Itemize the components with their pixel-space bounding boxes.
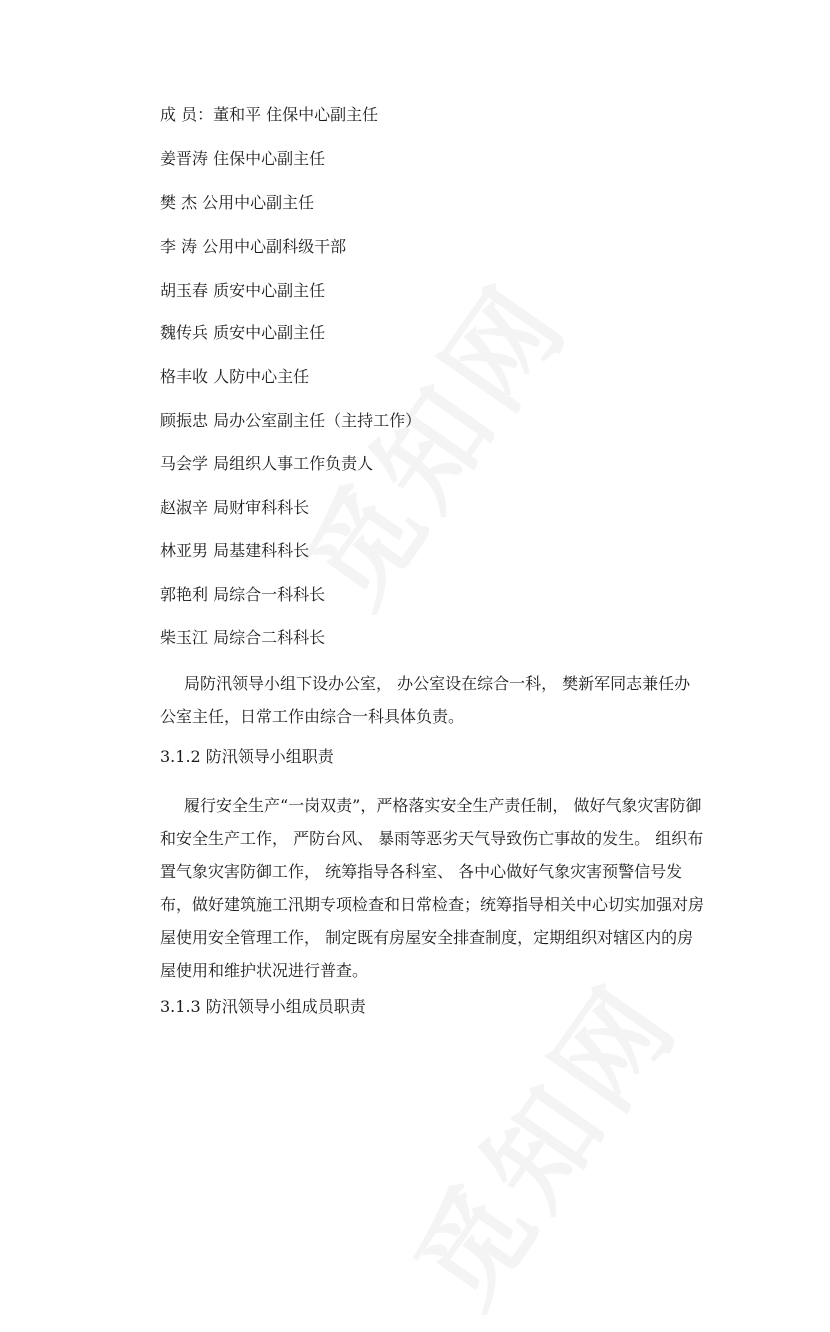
duties-paragraph: 履行安全生产“一岗双责”，严格落实安全生产责任制， 做好气象灾害防御和安全生产工作， 严防台风、 暴雨等恶劣天气导致伤亡事故的发生。 组织布置气象灾害防御工作， 统筹指导各科室、 各中心做好气象灾害预警信号发布，做好建筑施工汛期专项检查和日常检查；统筹指导相关中心切实加强对房屋使用安全管理工作， 制定既有房屋安全排查制度，定期组织对辖区内的房屋使用和维护状况进行普查。	[160, 796, 705, 980]
member-line: 顾振忠 局办公室副主任（主持工作）	[160, 411, 422, 430]
member-line: 胡玉春 质安中心副主任	[160, 281, 326, 300]
member-line: 姜晋涛 住保中心副主任	[160, 149, 326, 168]
member-line: 马会学 局组织人事工作负责人	[160, 454, 374, 473]
member-line: 林亚男 局基建科科长	[160, 541, 310, 560]
member-line: 魏传兵 质安中心副主任	[160, 323, 326, 342]
member-line: 樊 杰 公用中心副主任	[160, 193, 315, 212]
watermark	[262, 246, 598, 632]
member-line: 郭艳利 局综合一科科长	[160, 585, 326, 604]
watermark-bottom	[372, 946, 708, 1332]
section-3-1-2-heading: 3.1.2 防汛领导小组职责	[160, 747, 334, 766]
section-3-1-3-heading: 3.1.3 防汛领导小组成员职责	[160, 997, 366, 1016]
member-line: 李 涛 公用中心副科级干部	[160, 237, 347, 256]
member-line: 格丰收 人防中心主任	[160, 367, 310, 386]
office-paragraph: 局防汛领导小组下设办公室， 办公室设在综合一科， 樊新军同志兼任办公室主任，日常工作由综合一科具体负责。	[160, 674, 691, 726]
members-intro-line: 成 员：董和平 住保中心副主任	[160, 105, 379, 124]
member-line: 赵淑辛 局财审科科长	[160, 498, 310, 517]
member-line: 柴玉江 局综合二科科长	[160, 628, 326, 647]
